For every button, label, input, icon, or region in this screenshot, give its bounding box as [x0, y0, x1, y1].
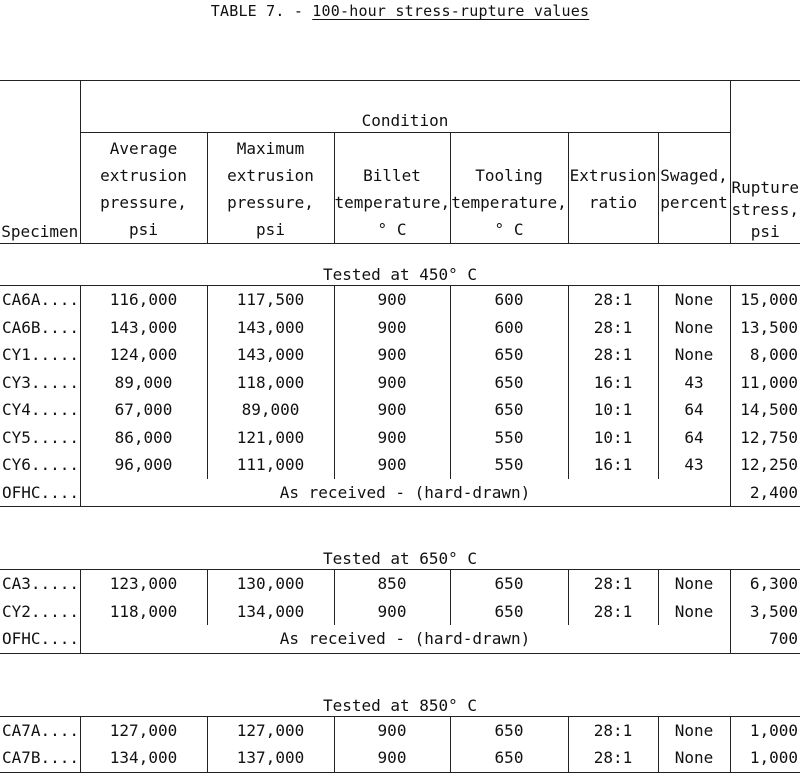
swaged-cell: None: [658, 286, 730, 314]
rupture-stress-cell: 3,500: [749, 601, 798, 621]
specimen-cell: CY3.....: [0, 369, 80, 397]
rupture-stress-cell: 6,300: [749, 574, 798, 594]
max-pressure-cell: 117,500: [207, 286, 334, 314]
max-pressure-header: Maximum extrusion pressure, psi: [207, 133, 334, 244]
tooling-temp-cell: 650: [450, 570, 568, 598]
table-row: [0, 369, 800, 397]
tooling-temp-cell: 650: [450, 598, 568, 626]
extrusion-ratio-cell: 28:1: [568, 314, 658, 342]
rupture-stress-cell: 11,000: [740, 372, 798, 392]
table-row: [0, 744, 800, 772]
max-pressure-cell: 130,000: [207, 570, 334, 598]
avg-pressure-cell: 124,000: [80, 341, 207, 369]
rupture-stress-cell: 13,500: [740, 317, 798, 337]
swaged-cell: None: [658, 744, 730, 772]
rupture-stress-cell: 12,250: [740, 455, 798, 475]
max-pressure-cell: 134,000: [207, 598, 334, 626]
extrusion-ratio-cell: 28:1: [568, 598, 658, 626]
swaged-cell: None: [658, 598, 730, 626]
extrusion-ratio-cell: 28:1: [568, 286, 658, 314]
tooling-temp-cell: 600: [450, 286, 568, 314]
table-row: [0, 314, 800, 342]
specimen-cell: CA3.....: [0, 570, 80, 598]
rupture-stress-cell: 12,750: [740, 427, 798, 447]
specimen-cell: OFHC....: [0, 625, 80, 653]
avg-pressure-cell: 96,000: [80, 451, 207, 479]
billet-temp-cell: 900: [334, 396, 450, 424]
as-received-note: As received - (hard-drawn): [80, 479, 730, 507]
specimen-cell: CY2.....: [0, 598, 80, 626]
tooling-temp-cell: 650: [450, 396, 568, 424]
billet-temp-cell: 850: [334, 570, 450, 598]
specimen-cell: CY5.....: [0, 424, 80, 452]
section-label: Tested at 450° C: [0, 261, 800, 286]
extrusion-ratio-cell: 10:1: [568, 424, 658, 452]
extrusion-ratio-cell: 16:1: [568, 451, 658, 479]
avg-pressure-cell: 67,000: [80, 396, 207, 424]
tooling-temp-cell: 650: [450, 744, 568, 772]
avg-pressure-cell: 123,000: [80, 570, 207, 598]
rupture-stress-cell: 15,000: [740, 290, 798, 310]
tooling-temp-cell: 650: [450, 341, 568, 369]
max-pressure-cell: 111,000: [207, 451, 334, 479]
extrusion-ratio-header: Extrusion ratio: [568, 133, 658, 244]
avg-pressure-cell: 89,000: [80, 369, 207, 397]
specimen-cell: CA7B....: [0, 744, 80, 772]
avg-pressure-cell: 143,000: [80, 314, 207, 342]
extrusion-ratio-cell: 28:1: [568, 341, 658, 369]
table-row: [0, 570, 800, 598]
specimen-cell: CY4.....: [0, 396, 80, 424]
billet-temp-cell: 900: [334, 451, 450, 479]
billet-temp-cell: 900: [334, 424, 450, 452]
avg-pressure-header: Average extrusion pressure, psi: [80, 133, 207, 244]
table-row: [0, 396, 800, 424]
billet-temp-cell: 900: [334, 716, 450, 744]
billet-temp-header: Billet temperature, ° C: [334, 133, 450, 244]
specimen-cell: CA7A....: [0, 716, 80, 744]
rupture-stress-cell: 14,500: [740, 400, 798, 420]
swaged-cell: None: [658, 341, 730, 369]
table-caption: 100-hour stress-rupture values: [312, 2, 590, 20]
swaged-header: Swaged, percent: [658, 133, 730, 244]
swaged-cell: 43: [658, 369, 730, 397]
swaged-cell: 64: [658, 424, 730, 452]
tooling-temp-cell: 600: [450, 314, 568, 342]
extrusion-ratio-cell: 28:1: [568, 570, 658, 598]
max-pressure-cell: 143,000: [207, 314, 334, 342]
max-pressure-cell: 127,000: [207, 716, 334, 744]
extrusion-ratio-cell: 16:1: [568, 369, 658, 397]
swaged-cell: None: [658, 570, 730, 598]
swaged-cell: None: [658, 716, 730, 744]
avg-pressure-cell: 86,000: [80, 424, 207, 452]
max-pressure-cell: 121,000: [207, 424, 334, 452]
condition-header: Condition: [80, 81, 730, 133]
specimen-cell: CY1.....: [0, 341, 80, 369]
specimen-cell: CY6.....: [0, 451, 80, 479]
billet-temp-cell: 900: [334, 744, 450, 772]
avg-pressure-cell: 134,000: [80, 744, 207, 772]
section-label: Tested at 650° C: [0, 545, 800, 570]
avg-pressure-cell: 118,000: [80, 598, 207, 626]
billet-temp-cell: 900: [334, 286, 450, 314]
specimen-cell: CA6B....: [0, 314, 80, 342]
rupture-stress-cell: 1,000: [730, 744, 800, 772]
specimen-cell: CA6A....: [0, 286, 80, 314]
rupture-stress-header: Rupture stress, psi: [731, 178, 799, 241]
extrusion-ratio-cell: 28:1: [568, 716, 658, 744]
max-pressure-cell: 89,000: [207, 396, 334, 424]
rupture-stress-cell: 1,000: [749, 720, 798, 740]
as-received-note: As received - (hard-drawn): [80, 625, 730, 653]
extrusion-ratio-cell: 10:1: [568, 396, 658, 424]
section-label: Tested at 850° C: [0, 692, 800, 717]
table-row: [0, 451, 800, 479]
table-row-ofhc: [0, 625, 800, 653]
stress-rupture-table: [0, 80, 800, 773]
table-row-ofhc: [0, 479, 800, 507]
tooling-temp-cell: 650: [450, 716, 568, 744]
table-row: [0, 716, 800, 744]
extrusion-ratio-cell: 28:1: [568, 744, 658, 772]
table-row: [0, 286, 800, 314]
rupture-stress-cell: 700: [730, 625, 800, 653]
specimen-cell: OFHC....: [0, 479, 80, 507]
billet-temp-cell: 900: [334, 314, 450, 342]
table-title: [0, 2, 800, 20]
avg-pressure-cell: 116,000: [80, 286, 207, 314]
tooling-temp-cell: 550: [450, 451, 568, 479]
max-pressure-cell: 137,000: [207, 744, 334, 772]
max-pressure-cell: 118,000: [207, 369, 334, 397]
table-row: [0, 598, 800, 626]
rupture-stress-cell: 8,000: [749, 345, 798, 365]
swaged-cell: None: [658, 314, 730, 342]
table-number: TABLE 7. -: [210, 2, 313, 20]
specimen-header: Specimen: [0, 81, 80, 243]
billet-temp-cell: 900: [334, 598, 450, 626]
tooling-temp-cell: 650: [450, 369, 568, 397]
billet-temp-cell: 900: [334, 369, 450, 397]
max-pressure-cell: 143,000: [207, 341, 334, 369]
rupture-stress-cell: 2,400: [730, 479, 800, 507]
swaged-cell: 43: [658, 451, 730, 479]
billet-temp-cell: 900: [334, 341, 450, 369]
table-row: [0, 424, 800, 452]
swaged-cell: 64: [658, 396, 730, 424]
table-row: [0, 341, 800, 369]
tooling-temp-cell: 550: [450, 424, 568, 452]
avg-pressure-cell: 127,000: [80, 716, 207, 744]
tooling-temp-header: Tooling temperature, ° C: [450, 133, 568, 244]
